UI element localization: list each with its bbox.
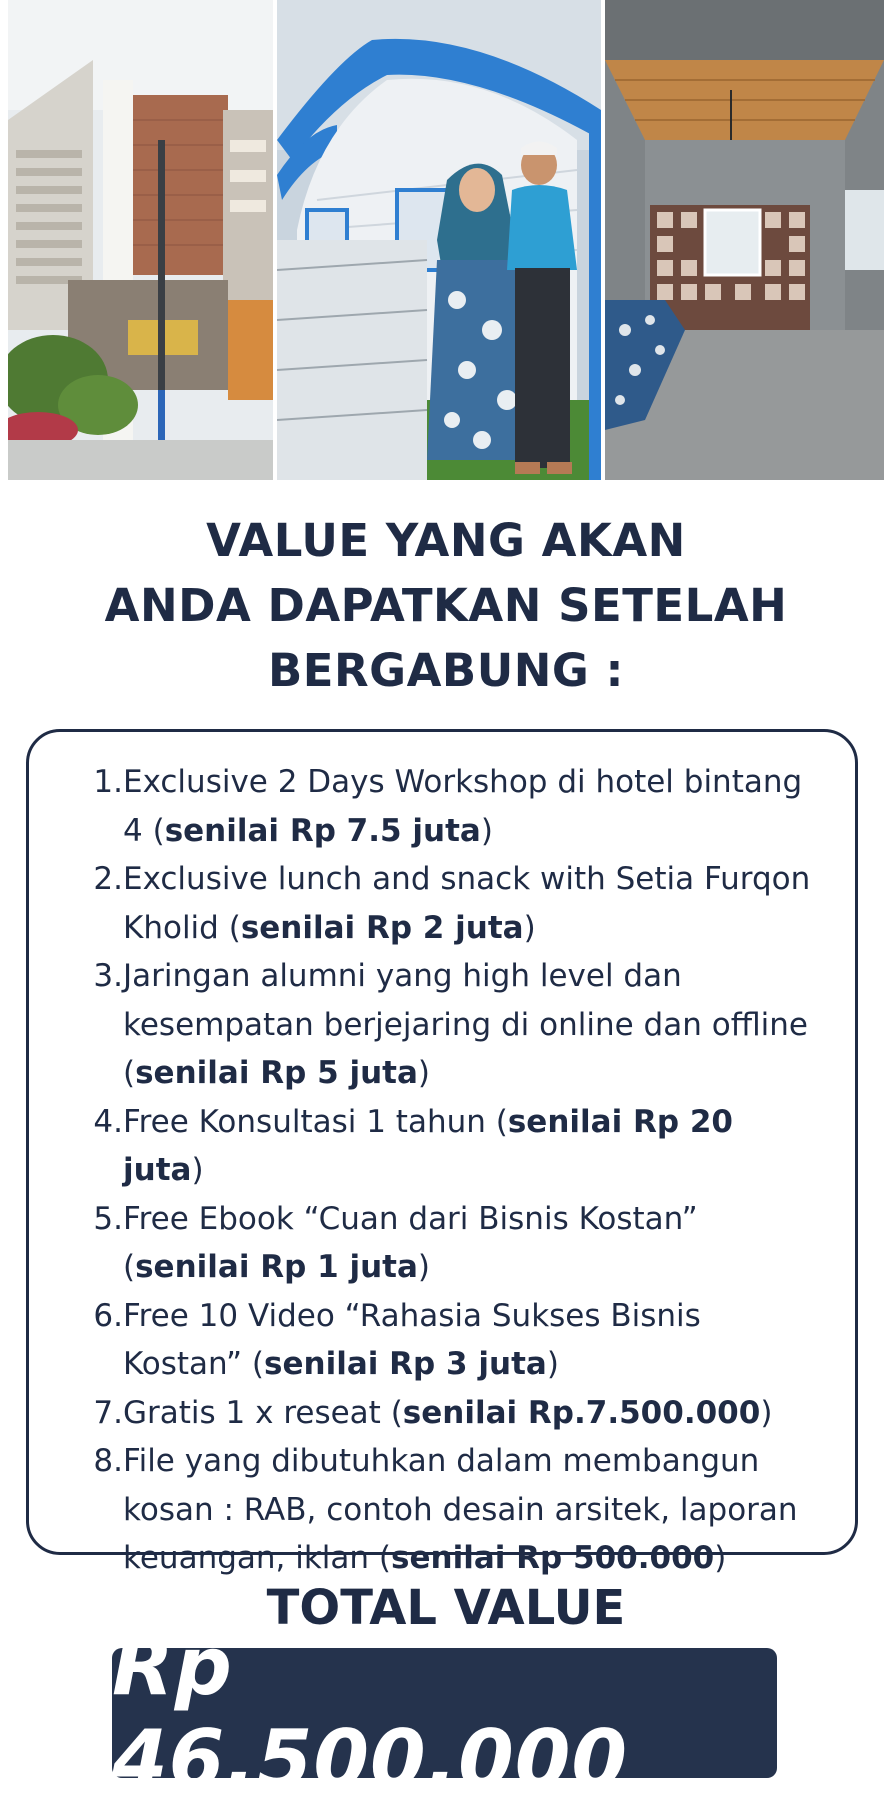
benefit-number: 4.: [93, 1103, 123, 1140]
benefit-text: Free Konsultasi 1 tahun: [123, 1103, 496, 1140]
benefit-item: [59, 1195, 815, 1292]
benefit-value: senilai Rp 1 juta: [135, 1249, 418, 1285]
benefit-paren-close: ): [523, 909, 536, 946]
headline: [0, 508, 892, 703]
benefit-number: 8.: [93, 1443, 123, 1479]
benefit-body: [123, 1292, 815, 1389]
benefit-text: Exclusive lunch and snack with Setia Furqon Kholid: [123, 861, 811, 946]
benefit-number: 3.: [93, 958, 123, 994]
kost-building-exterior-photo: [8, 0, 273, 480]
benefit-value: senilai Rp 20 juta: [123, 1103, 733, 1188]
headline-line-2: ANDA DAPATKAN SETELAH: [104, 579, 788, 632]
photo-strip: [8, 0, 884, 480]
benefit-value: senilai Rp 500.000: [391, 1540, 715, 1576]
benefit-value: senilai Rp 5 juta: [135, 1055, 418, 1091]
total-value-amount: Rp 46.500.000: [112, 1620, 629, 1806]
benefit-number: 6.: [93, 1297, 123, 1334]
benefit-value: senilai Rp 7.5 juta: [164, 812, 481, 849]
benefit-item: [59, 1389, 815, 1438]
benefit-text: Free 10 Video “Rahasia Sukses Bisnis Kostan”: [123, 1297, 701, 1382]
benefit-paren-open: (: [495, 1103, 508, 1140]
benefit-body: [123, 952, 815, 1098]
benefit-text: File yang dibutuhkan dalam membangun kosan : RAB, contoh desain arsitek, laporan keuangan, iklan: [123, 1443, 798, 1576]
benefit-paren-close: ): [417, 1055, 431, 1091]
benefit-number: 5.: [93, 1200, 123, 1237]
kost-room-interior-photo: [605, 0, 884, 480]
benefit-paren-close: ): [191, 1152, 204, 1188]
total-value-box: [112, 1620, 777, 1806]
benefit-value: senilai Rp.7.500.000: [402, 1394, 761, 1431]
benefit-item: [59, 855, 815, 952]
benefit-body: [123, 1098, 815, 1195]
benefit-body: [123, 1389, 815, 1438]
benefits-list: [59, 758, 815, 1583]
benefit-number: 2.: [93, 861, 123, 897]
benefit-value: senilai Rp 3 juta: [264, 1346, 547, 1382]
benefit-paren-close: ): [546, 1346, 559, 1382]
benefit-item: [59, 758, 815, 855]
benefit-body: [123, 758, 815, 855]
benefit-paren-open: (: [152, 812, 165, 849]
headline-line-3: BERGABUNG :: [267, 644, 625, 697]
benefit-item: [59, 1098, 815, 1195]
benefit-paren-open: (: [123, 1249, 136, 1285]
benefit-body: [123, 855, 815, 952]
benefit-number: 1.: [93, 764, 123, 800]
total-value-label: TOTAL VALUE: [266, 1580, 626, 1636]
benefit-text: Exclusive 2 Days Workshop di hotel bintang 4: [123, 764, 803, 849]
benefit-item: [59, 1437, 815, 1583]
benefit-item: [59, 1292, 815, 1389]
benefit-paren-close: ): [480, 812, 493, 849]
benefit-number: 7.: [93, 1394, 123, 1431]
benefit-body: [123, 1195, 815, 1292]
benefit-text: Gratis 1 x reseat: [123, 1394, 391, 1431]
benefit-paren-open: (: [251, 1346, 265, 1382]
benefit-paren-close: ): [417, 1249, 431, 1285]
headline-line-1: VALUE YANG AKAN: [206, 514, 686, 567]
benefit-body: [123, 1437, 815, 1583]
benefit-paren-open: (: [228, 909, 241, 946]
benefit-paren-open: (: [123, 1055, 136, 1091]
benefit-paren-close: ): [714, 1540, 727, 1576]
couple-photo: [277, 0, 601, 480]
benefit-paren-open: (: [378, 1540, 392, 1576]
benefit-item: [59, 952, 815, 1098]
benefit-text: Free Ebook “Cuan dari Bisnis Kostan”: [123, 1200, 698, 1237]
benefit-paren-open: (: [390, 1394, 403, 1431]
benefit-text: Jaringan alumni yang high level dan kesempatan berjejaring di online dan offline: [123, 958, 808, 1043]
benefits-box: [26, 729, 858, 1576]
benefit-paren-close: ): [760, 1394, 773, 1431]
benefit-value: senilai Rp 2 juta: [240, 909, 524, 946]
